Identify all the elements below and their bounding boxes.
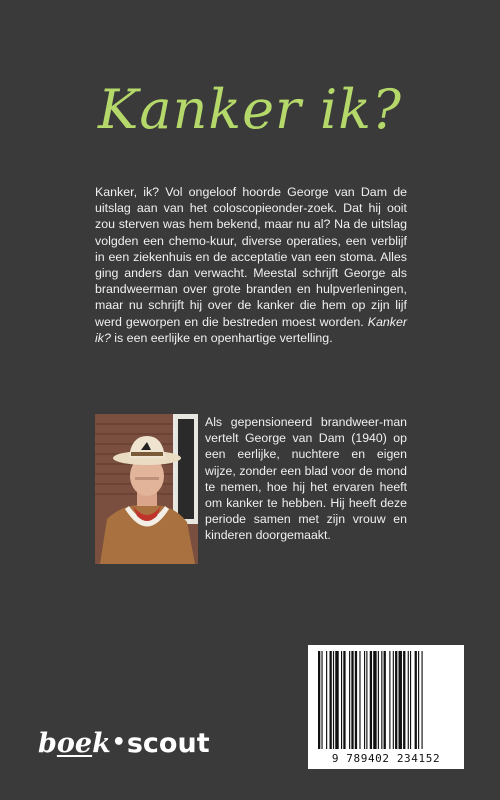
barcode-bar	[355, 651, 357, 749]
barcode-bar	[333, 651, 334, 749]
barcode-bar	[330, 651, 332, 749]
barcode-bar	[415, 651, 417, 749]
barcode-bar	[326, 651, 327, 749]
book-title: Kanker ik?	[98, 78, 402, 141]
barcode-bar	[335, 651, 338, 749]
barcode-bar	[422, 651, 423, 749]
barcode-bar	[403, 651, 405, 749]
isbn-number: 9 789402 234152	[331, 752, 441, 765]
publisher-logo-boek: boek	[38, 728, 111, 759]
barcode-bar	[408, 651, 409, 749]
barcode-bar	[341, 651, 342, 749]
author-photo	[95, 414, 198, 564]
barcode-bar	[349, 651, 350, 749]
publisher-logo-dot: •	[111, 730, 126, 755]
barcode-bar	[373, 651, 376, 749]
publisher-logo-scout: scout	[126, 728, 210, 759]
barcode-bar	[410, 651, 411, 749]
barcode-bar	[321, 651, 322, 749]
barcode-bar	[359, 651, 360, 749]
barcode	[308, 645, 464, 769]
barcode-bar	[393, 651, 394, 749]
barcode-bar	[381, 651, 382, 749]
barcode-bar	[364, 651, 365, 749]
barcode-bar	[366, 651, 367, 749]
publisher-logo	[38, 728, 210, 759]
barcode-bar	[384, 651, 386, 749]
author-bio: Als gepensioneerd brandweer-man vertelt George van Dam (1940) op een eerlijke, nuchtere en eigen wijze, zonder een blad voor de mond te nemen, hoe hij het ervaren heeft om kanker te hebben. Hij heeft deze periode samen met zijn vrouw en kinderen doorgemaakt.	[205, 415, 407, 543]
barcode-bar	[418, 651, 419, 749]
barcode-bar	[370, 651, 372, 749]
barcode-bar	[318, 651, 320, 749]
barcode-bar	[399, 651, 402, 749]
barcode-bar	[395, 651, 397, 749]
blurb-main: Kanker, ik? Vol ongeloof hoorde George van Dam de uitslag aan van het coloscopieonder-zoek. Dat hij ooit zou sterven was hem bekend, maar nu al? Na de uitslag volgden een chemo-kuur, diverse operaties, een verblijf in een ziekenhuis en de acceptatie van een stoma. Alles ging anders dan verwacht. Meestal schrijft George als brandweerman over grote branden en hulpverleningen, maar nu schrijft hij over de kanker die hem op zijn lijf werd geworpen en die bestreden moest worden.	[95, 185, 407, 329]
barcode-bar	[343, 651, 345, 749]
barcode-bar	[351, 651, 353, 749]
barcode-icon	[308, 645, 464, 751]
author-portrait-icon	[95, 414, 198, 564]
barcode-bar	[389, 651, 390, 749]
blurb-end: is een eerlijke en openhartige vertelling.	[110, 330, 333, 345]
blurb-title-ref: Kanker ik?	[95, 314, 407, 345]
blurb-text	[95, 184, 407, 346]
barcode-bar	[378, 651, 379, 749]
